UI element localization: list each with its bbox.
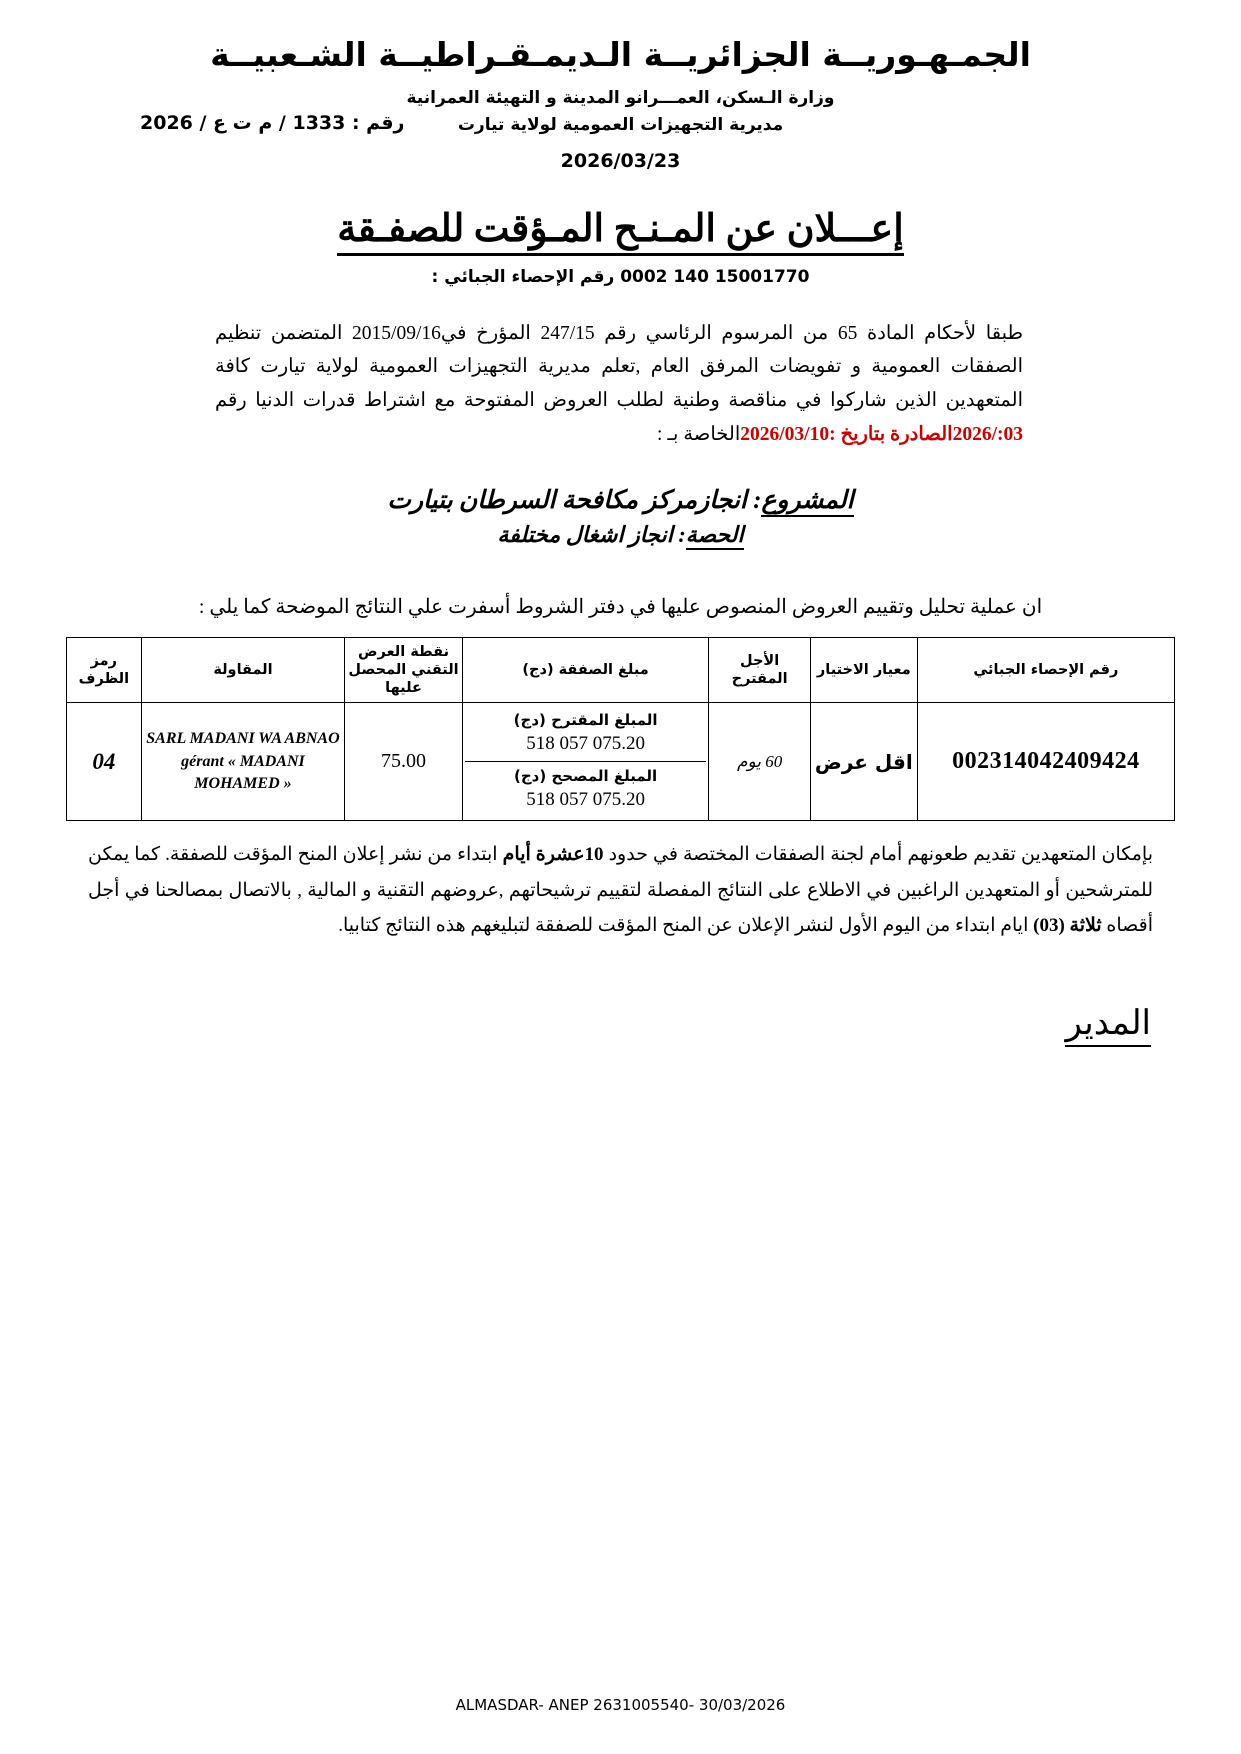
results-lead-in: ان عملية تحليل وتقييم العروض المنصوص عليها في دفتر الشروط أسفرت علي النتائج الموضحة كما يلي : [198, 596, 1043, 619]
footer-reference: ALMASDAR- ANEP 2631005540- 30/03/2026 [455, 1696, 786, 1714]
th-contract-amount: مبلغ الصفقة (دج) [462, 638, 709, 703]
project-value: : انجازمركز مكافحة السرطان بتيارت [387, 487, 762, 515]
lot-label: الحصة [686, 522, 744, 550]
document-date: 2026/03/23 [560, 149, 681, 172]
th-proposed-deadline: الأجل المقترح [709, 638, 811, 703]
cell-technical-score: 75.00 [345, 703, 463, 821]
project-row [0, 485, 1241, 515]
reference-number: رقم : 1333 / م ت ع / 2026 [140, 112, 405, 134]
corrected-amount-value: 518 057 075.20 [526, 788, 645, 810]
lot-row [0, 522, 1241, 548]
results-table-head [67, 638, 1175, 703]
corrected-amount-label: المبلغ المصحح (دج) [513, 767, 658, 786]
th-contractor: المقاولة [141, 638, 345, 703]
tax-number-label: رقم الإحصاء الجبائي : [431, 266, 615, 287]
cell-selection-criterion: اقل عرض [810, 703, 917, 821]
intro-paragraph-part1: طبقا لأحكام المادة 65 من المرسوم الرئاسي رقم 247/15 المؤرخ في2015/09/16 المتضمن تنظيم الصفقات العمومية و تفويضات المرفق العام ,تعلم مديرية التجهيزات العمومية لولاية تيارت كافة المتعهدين الذين شاركوا في مناقصة وطنية لطلب العروض المفتوحة مع اشتراط قدرات الدنيا رقم [215, 322, 1023, 411]
table-header-row [67, 638, 1175, 703]
closing-text-1: بإمكان المتعهدين تقديم طعونهم أمام لجنة الصفقات المختصة في حدود [603, 844, 1153, 866]
tax-number-value: 0002 140 15001770 [620, 266, 810, 287]
results-table-wrapper [66, 637, 1175, 821]
ministry-line: وزارة الـسكن، العمـــرانو المدينة و التهيئة العمرانية [406, 88, 835, 109]
proposed-amount-value: 518 057 075.20 [526, 732, 645, 754]
tax-number-line [0, 267, 1241, 287]
table-row [67, 703, 1175, 821]
intro-paragraph [215, 317, 1023, 451]
notification-period: ثلاثة (03) [1033, 914, 1102, 936]
project-label: المشروع [761, 487, 853, 517]
cell-contract-amount [462, 703, 709, 821]
closing-text-2: ابتداء من نشر إعلان المنح المؤقت للصفقة. كما يمكن للمترشحين أو المتعهدين الراغبين في الاطلاع على النتائج المفصلة لتقييم ترشيحاتهم ,عروضهم التقنية و المالية , بالاتصال بمصالحنا في أجل أقصاه [88, 844, 1153, 936]
directorate-line: مديرية التجهيزات العمومية لولاية تيارت [457, 114, 784, 135]
proposed-amount-label: المبلغ المقترح (دج) [513, 711, 658, 730]
project-block [0, 485, 1241, 548]
cell-tax-id: 002314042409424 [917, 703, 1174, 821]
closing-text-3: ايام ابتداء من اليوم الأول لنشر الإعلان عن المنح المؤقت للصفقة لتبليغهم هذه النتائج كتابيا. [338, 914, 1034, 936]
closing-paragraph [88, 837, 1153, 942]
th-technical-score: نقطة العرض التقني المحصل عليها [345, 638, 463, 703]
cell-envelope-code: 04 [67, 703, 142, 821]
signature-title: المدير [1065, 1003, 1151, 1047]
republic-heading: الجمـهـوريــة الجزائريــة الـديمـقـراطيــة الشـعبيــة [210, 35, 1031, 74]
intro-paragraph-part2: الخاصة بـ : [657, 423, 741, 445]
page-title [0, 206, 1241, 251]
corrected-amount-block [465, 761, 707, 817]
th-selection-criterion: معيار الاختيار [810, 638, 917, 703]
cell-contractor: SARL MADANI WA ABNAO gérant « MADANI MOHAMED » [141, 703, 345, 821]
th-envelope-code: رمز الظرف [67, 638, 142, 703]
page-title-text: إعـــلان عن المـنـح المـؤقت للصفـقة [337, 208, 904, 256]
th-tax-id: رقم الإحصاء الجبائي [917, 638, 1174, 703]
issued-label: الصادرة بتاريخ : [829, 423, 953, 445]
signature-block [0, 1003, 1241, 1047]
decree-number: 03:/2026 [952, 423, 1023, 445]
results-table [66, 637, 1175, 821]
results-table-body [67, 703, 1175, 821]
cell-proposed-deadline: 60 يوم [709, 703, 811, 821]
proposed-amount-block [465, 706, 707, 761]
appeal-period: 10عشرة أيام [502, 844, 604, 866]
lot-value: : انجاز اشغال مختلفة [497, 522, 686, 548]
issued-date: 2026/03/10 [740, 423, 830, 445]
